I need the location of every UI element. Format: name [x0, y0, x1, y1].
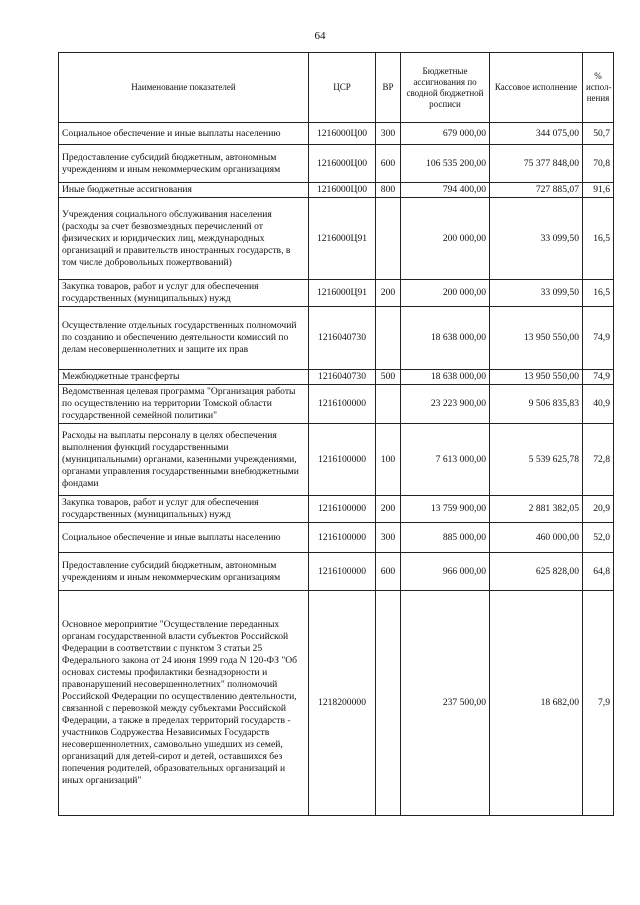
row-cash: 625 828,00 — [490, 553, 583, 591]
row-vr: 200 — [376, 496, 401, 523]
page-number: 64 — [314, 30, 326, 42]
row-budget: 966 000,00 — [401, 553, 490, 591]
row-csr: 1216100000 — [309, 553, 376, 591]
table-row — [59, 145, 614, 183]
row-vr: 500 — [376, 370, 401, 385]
row-cash: 13 950 550,00 — [490, 370, 583, 385]
row-percent: 74,9 — [583, 307, 614, 370]
row-name: Предоставление субсидий бюджетным, автономным учреждениям и иным некоммерческим организациям — [59, 145, 309, 183]
row-budget: 13 759 900,00 — [401, 496, 490, 523]
row-budget: 794 400,00 — [401, 183, 490, 198]
row-name: Ведомственная целевая программа "Организация работы по осуществлению на территории Томской области государственной семейной политики" — [59, 385, 309, 424]
row-cash: 13 950 550,00 — [490, 307, 583, 370]
row-name: Закупка товаров, работ и услуг для обеспечения государственных (муниципальных) нужд — [59, 496, 309, 523]
row-vr: 600 — [376, 145, 401, 183]
row-percent: 91,6 — [583, 183, 614, 198]
row-csr: 1216000Ц00 — [309, 123, 376, 145]
row-percent: 40,9 — [583, 385, 614, 424]
row-vr — [376, 198, 401, 280]
row-vr: 600 — [376, 553, 401, 591]
row-percent: 70,8 — [583, 145, 614, 183]
row-budget: 23 223 900,00 — [401, 385, 490, 424]
budget-execution-table — [58, 52, 614, 816]
row-cash: 5 539 625,78 — [490, 424, 583, 496]
table-row — [59, 370, 614, 385]
row-name: Социальное обеспечение и иные выплаты населению — [59, 523, 309, 553]
row-vr: 300 — [376, 523, 401, 553]
row-vr: 100 — [376, 424, 401, 496]
row-csr: 1216000Ц00 — [309, 183, 376, 198]
row-cash: 33 099,50 — [490, 280, 583, 307]
table-row — [59, 496, 614, 523]
row-name: Межбюджетные трансферты — [59, 370, 309, 385]
row-budget: 885 000,00 — [401, 523, 490, 553]
row-percent: 64,8 — [583, 553, 614, 591]
table-row — [59, 280, 614, 307]
row-budget: 18 638 000,00 — [401, 307, 490, 370]
row-cash: 18 682,00 — [490, 591, 583, 816]
table-row — [59, 123, 614, 145]
table-row — [59, 307, 614, 370]
row-budget: 7 613 000,00 — [401, 424, 490, 496]
table-row — [59, 198, 614, 280]
row-budget: 106 535 200,00 — [401, 145, 490, 183]
row-csr: 1216000Ц91 — [309, 280, 376, 307]
row-percent: 20,9 — [583, 496, 614, 523]
row-percent: 72,8 — [583, 424, 614, 496]
row-cash: 9 506 835,83 — [490, 385, 583, 424]
table-row — [59, 553, 614, 591]
row-cash: 33 099,50 — [490, 198, 583, 280]
row-percent: 7,9 — [583, 591, 614, 816]
row-percent: 52,0 — [583, 523, 614, 553]
header-csr: ЦСР — [309, 53, 376, 123]
header-vr: ВР — [376, 53, 401, 123]
row-name: Осуществление отдельных государственных полномочий по созданию и обеспечению деятельности комиссий по делам несовершеннолетних и защите их прав — [59, 307, 309, 370]
row-csr: 1216000Ц91 — [309, 198, 376, 280]
table-row — [59, 591, 614, 816]
row-budget: 18 638 000,00 — [401, 370, 490, 385]
row-budget: 200 000,00 — [401, 198, 490, 280]
header-percent: % испол-нения — [583, 53, 614, 123]
row-percent: 50,7 — [583, 123, 614, 145]
row-budget: 679 000,00 — [401, 123, 490, 145]
row-percent: 74,9 — [583, 370, 614, 385]
row-csr: 1218200000 — [309, 591, 376, 816]
row-cash: 75 377 848,00 — [490, 145, 583, 183]
table-row — [59, 385, 614, 424]
table-row — [59, 424, 614, 496]
row-vr — [376, 591, 401, 816]
row-cash: 727 885,07 — [490, 183, 583, 198]
row-csr: 1216100000 — [309, 523, 376, 553]
row-vr: 800 — [376, 183, 401, 198]
row-vr — [376, 385, 401, 424]
row-cash: 2 881 382,05 — [490, 496, 583, 523]
row-cash: 460 000,00 — [490, 523, 583, 553]
row-name: Иные бюджетные ассигнования — [59, 183, 309, 198]
row-csr: 1216040730 — [309, 307, 376, 370]
row-budget: 237 500,00 — [401, 591, 490, 816]
row-vr — [376, 307, 401, 370]
row-name: Основное мероприятие "Осуществление переданных органам государственной власти субъектов Российской Федерации в соответствии с пунктом 3 статьи 25 Федерального закона от 24 июня 1999 года N 120-ФЗ "Об основах системы профилактики безнадзорности и правонарушений несовершеннолетних" полномочий Российской Федерации по осуществлению деятельности, связанной с перевозкой между субъектами Российской Федерации, а также в пределах территорий государств - участников Содружества Независимых Государств несовершеннолетних, самовольно ушедших из семей, организаций для детей-сирот и детей, оставшихся без попечения родителей, образовательных организаций и иных организаций" — [59, 591, 309, 816]
row-cash: 344 075,00 — [490, 123, 583, 145]
row-name: Социальное обеспечение и иные выплаты населению — [59, 123, 309, 145]
row-percent: 16,5 — [583, 280, 614, 307]
row-name: Учреждения социального обслуживания населения (расходы за счет безвозмездных перечислений от физических и юридических лиц, международных организаций и правительств иностранных государств, в том числе добровольных пожертвований) — [59, 198, 309, 280]
row-csr: 1216100000 — [309, 424, 376, 496]
row-csr: 1216100000 — [309, 496, 376, 523]
table-row — [59, 183, 614, 198]
row-csr: 1216000Ц00 — [309, 145, 376, 183]
row-name: Расходы на выплаты персоналу в целях обеспечения выполнения функций государственными (муниципальными) органами, казенными учреждениями, органами управления государственными внебюджетными фондами — [59, 424, 309, 496]
row-vr: 200 — [376, 280, 401, 307]
table-row — [59, 523, 614, 553]
header-cash: Кассовое исполнение — [490, 53, 583, 123]
header-name: Наименование показателей — [59, 53, 309, 123]
row-budget: 200 000,00 — [401, 280, 490, 307]
row-vr: 300 — [376, 123, 401, 145]
row-name: Предоставление субсидий бюджетным, автономным учреждениям и иным некоммерческим организациям — [59, 553, 309, 591]
header-budget: Бюджетные ассигнования по сводной бюджетной росписи — [401, 53, 490, 123]
header-row — [59, 53, 614, 123]
row-csr: 1216040730 — [309, 370, 376, 385]
row-percent: 16,5 — [583, 198, 614, 280]
row-csr: 1216100000 — [309, 385, 376, 424]
row-name: Закупка товаров, работ и услуг для обеспечения государственных (муниципальных) нужд — [59, 280, 309, 307]
